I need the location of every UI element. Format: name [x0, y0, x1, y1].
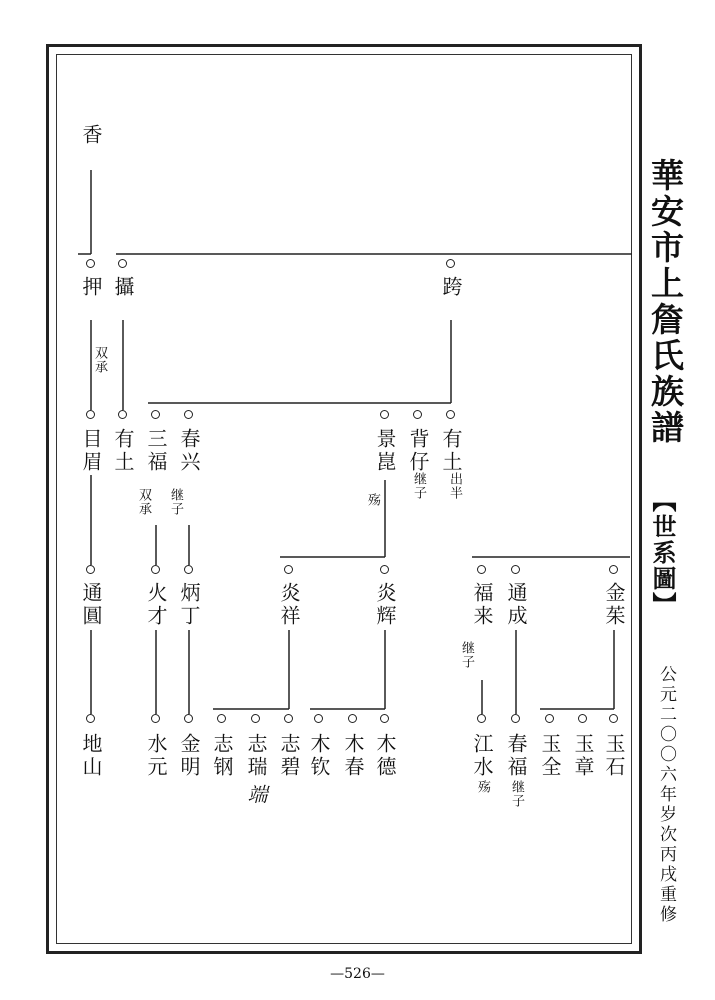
- node-marker: [184, 714, 193, 723]
- node-marker: [609, 714, 618, 723]
- revision-date: 公元二〇〇六年岁次丙戌重修: [656, 665, 676, 925]
- person-name: 炎祥: [277, 582, 301, 628]
- page-number: —526—: [330, 966, 385, 982]
- person-name: 通圓: [79, 582, 103, 628]
- node-marker: [184, 565, 193, 574]
- person-name: 志瑞: [244, 733, 268, 779]
- person-name: 有土: [111, 428, 135, 474]
- node-marker: [151, 410, 160, 419]
- node-marker: [314, 714, 323, 723]
- person-note: 继子: [411, 472, 426, 500]
- person-name: 目眉: [79, 428, 103, 474]
- person-name: 江水: [470, 733, 494, 779]
- node-marker: [118, 410, 127, 419]
- person-note: 继子: [168, 488, 183, 516]
- node-marker: [380, 714, 389, 723]
- person-name: 香: [79, 124, 103, 147]
- person-name: 有土: [439, 428, 463, 474]
- person-name: 炎辉: [373, 582, 397, 628]
- node-marker: [217, 714, 226, 723]
- person-note: 殇: [365, 493, 380, 507]
- person-name: 春福: [504, 733, 528, 779]
- person-note: 出半: [447, 472, 462, 500]
- node-marker: [251, 714, 260, 723]
- node-marker: [284, 565, 293, 574]
- person-name: 押: [79, 276, 103, 299]
- node-marker: [380, 410, 389, 419]
- person-name: 志钢: [210, 733, 234, 779]
- person-note: 端: [244, 784, 268, 807]
- person-name: 玉章: [571, 733, 595, 779]
- node-marker: [86, 714, 95, 723]
- person-name: 木钦: [307, 733, 331, 779]
- person-note: 双承: [136, 488, 151, 516]
- node-marker: [477, 714, 486, 723]
- person-name: 炳丁: [177, 582, 201, 628]
- person-name: 跨: [439, 276, 463, 299]
- node-marker: [446, 410, 455, 419]
- node-marker: [511, 565, 520, 574]
- node-marker: [609, 565, 618, 574]
- person-name: 玉石: [602, 733, 626, 779]
- book-title: 華安市上詹氏族譜: [646, 158, 685, 446]
- person-note: 双承: [92, 346, 107, 374]
- person-name: 水元: [144, 733, 168, 779]
- person-note: 继子: [509, 780, 524, 808]
- person-name: 火才: [144, 582, 168, 628]
- node-marker: [380, 565, 389, 574]
- node-marker: [184, 410, 193, 419]
- node-marker: [118, 259, 127, 268]
- person-name: 木德: [373, 733, 397, 779]
- section-label: 【世系圖】: [648, 488, 677, 618]
- person-name: 攝: [111, 276, 135, 299]
- person-name: 志碧: [277, 733, 301, 779]
- node-marker: [413, 410, 422, 419]
- person-name: 通成: [504, 582, 528, 628]
- person-name: 木春: [341, 733, 365, 779]
- node-marker: [477, 565, 486, 574]
- node-marker: [151, 714, 160, 723]
- person-name: 玉全: [538, 733, 562, 779]
- node-marker: [86, 410, 95, 419]
- node-marker: [86, 565, 95, 574]
- node-marker: [511, 714, 520, 723]
- node-marker: [284, 714, 293, 723]
- node-marker: [348, 714, 357, 723]
- node-marker: [86, 259, 95, 268]
- person-name: 金茱: [602, 582, 626, 628]
- person-name: 春兴: [177, 428, 201, 474]
- person-name: 地山: [79, 733, 103, 779]
- person-name: 背仔: [406, 428, 430, 474]
- node-marker: [545, 714, 554, 723]
- node-marker: [151, 565, 160, 574]
- person-note: 殇: [475, 780, 490, 794]
- person-name: 景崑: [373, 428, 397, 474]
- person-note: 继子: [459, 641, 474, 669]
- node-marker: [578, 714, 587, 723]
- person-name: 福来: [470, 582, 494, 628]
- node-marker: [446, 259, 455, 268]
- person-name: 金明: [177, 733, 201, 779]
- person-name: 三福: [144, 428, 168, 474]
